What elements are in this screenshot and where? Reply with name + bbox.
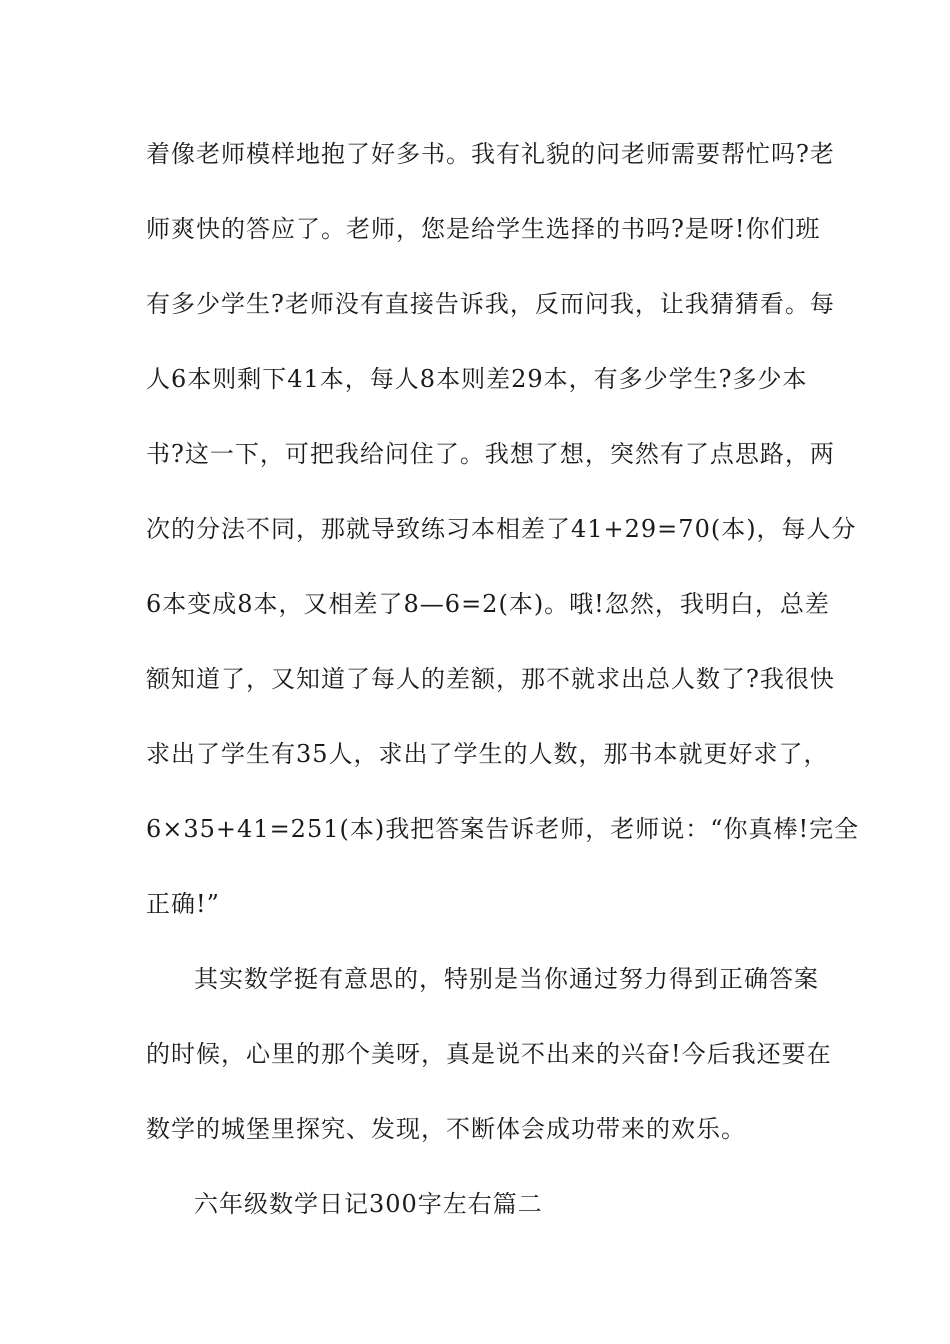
text-line: 数学的城堡里探究、发现，不断体会成功带来的欢乐。 <box>146 1115 746 1143</box>
text-line: 有多少学生?老师没有直接告诉我，反而问我，让我猜猜看。每 <box>146 290 835 318</box>
text-line: 师爽快的答应了。老师，您是给学生选择的书吗?是呀!你们班 <box>146 215 821 243</box>
text-line: 求出了学生有35人，求出了学生的人数，那书本就更好求了， <box>146 740 829 768</box>
text-line: 人6本则剩下41本，每人8本则差29本，有多少学生?多少本 <box>146 365 808 393</box>
text-line: 6本变成8本，又相差了8—6=2(本)。哦!忽然，我明白，总差 <box>146 590 830 618</box>
text-line: 额知道了，又知道了每人的差额，那不就求出总人数了?我很快 <box>146 665 835 693</box>
paragraph-start-line: 其实数学挺有意思的，特别是当你通过努力得到正确答案 <box>194 965 819 993</box>
text-line: 6×35+41=251(本)我把答案告诉老师，老师说：“你真棒!完全 <box>146 815 860 843</box>
section-heading: 六年级数学日记300字左右篇二 <box>194 1190 543 1218</box>
text-line: 次的分法不同，那就导致练习本相差了41+29=70(本)，每人分 <box>146 515 857 543</box>
text-line: 的时候，心里的那个美呀，真是说不出来的兴奋!今后我还要在 <box>146 1040 832 1068</box>
text-line: 着像老师模样地抱了好多书。我有礼貌的问老师需要帮忙吗?老 <box>146 140 835 168</box>
text-line: 正确!” <box>146 890 220 918</box>
text-line: 书?这一下，可把我给问住了。我想了想，突然有了点思路，两 <box>146 440 835 468</box>
